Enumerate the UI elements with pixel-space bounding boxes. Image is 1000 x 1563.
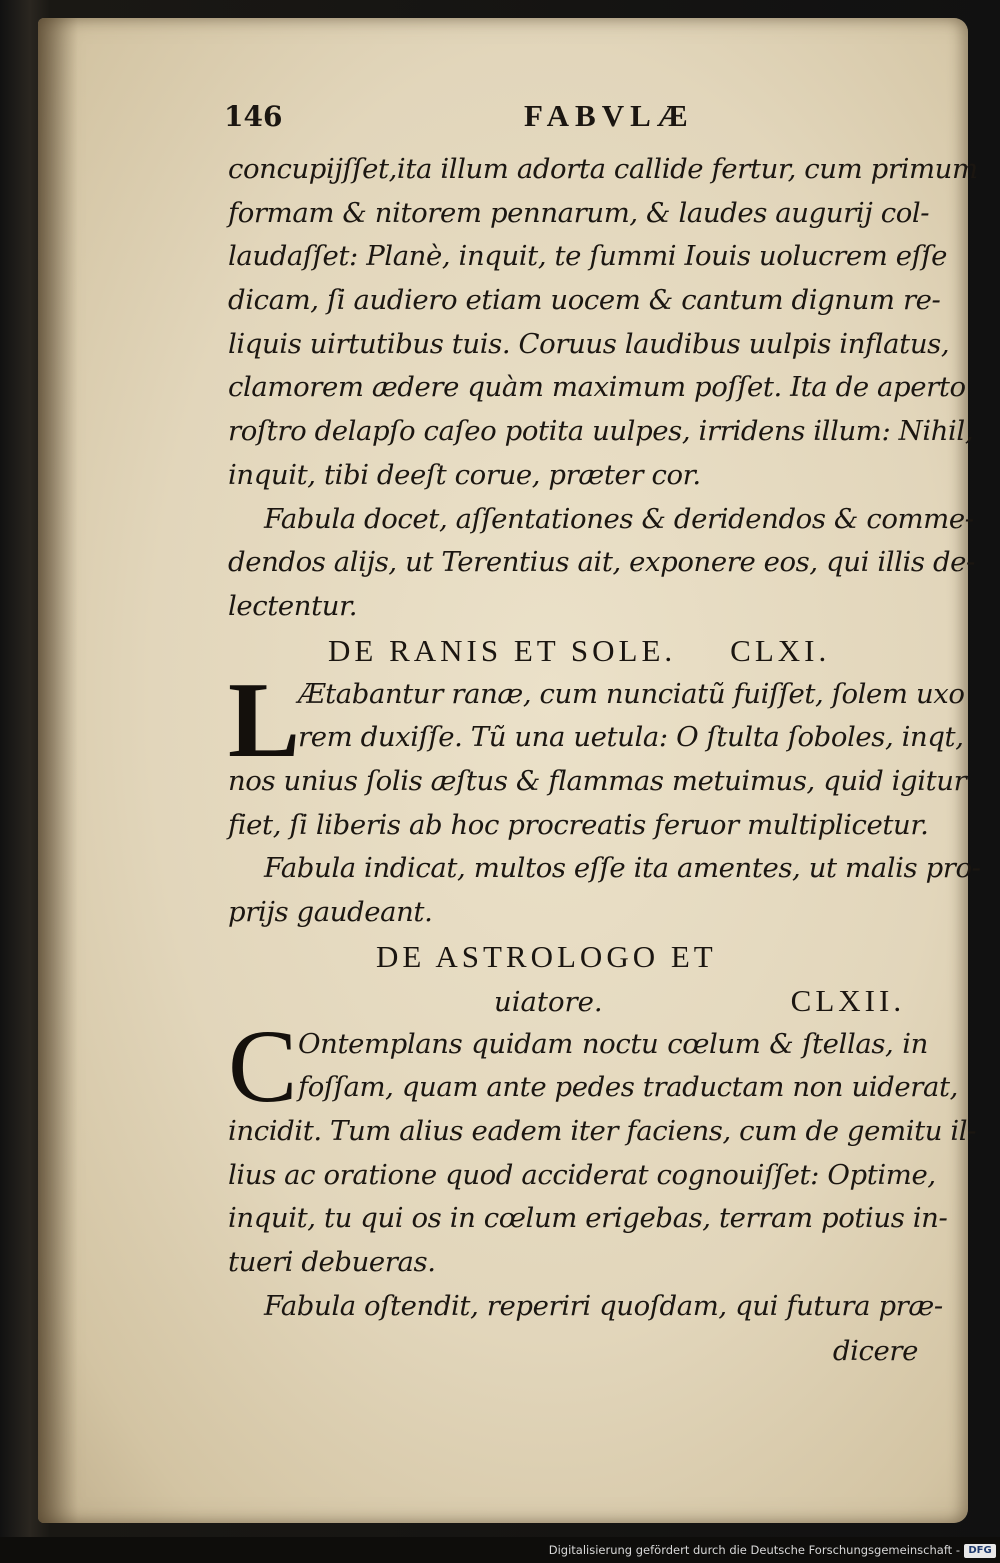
fable-astrologo-moral — [228, 1285, 943, 1373]
text-line: formam & nitorem pennarum, & laudes augurij col- — [228, 196, 930, 229]
drop-cap: L — [228, 660, 300, 780]
fable-title-ranis — [228, 629, 928, 673]
footer-bar — [0, 1537, 1000, 1563]
fable-end-body — [228, 148, 978, 498]
fable-ranis-body — [228, 660, 967, 848]
running-head: FABVLÆ — [524, 98, 694, 133]
moral-line: Fabula oſtendit, reperiri quoſdam, qui futura præ- — [264, 1289, 943, 1322]
fable-title-text: DE RANIS ET SOLE. — [328, 632, 677, 668]
text-line: lius ac oratione quod acciderat cognouiſſet: Optime, — [228, 1158, 936, 1191]
drop-cap: C — [228, 1008, 297, 1124]
moral-line: Fabula docet, aſſentationes & deridendos & comme- — [264, 502, 974, 535]
text-line: liquis uirtutibus tuis. Coruus laudibus uulpis inflatus, — [228, 327, 950, 360]
fable-title-astrologo-cont — [228, 979, 928, 1023]
fable-title-text: uiatore. — [494, 985, 603, 1018]
dfg-logo: DFG — [964, 1544, 996, 1558]
text-line: dicam, ſi audiero etiam uocem & cantum dignum re- — [228, 284, 941, 317]
fable-number: CLXI. — [730, 632, 831, 668]
fable-astrologo-body — [228, 1008, 977, 1285]
text-line: fiet, ſi liberis ab hoc procreatis feruor multiplicetur. — [228, 808, 929, 841]
fable-number: CLXII. — [790, 982, 906, 1018]
text-line: nos unius ſolis æſtus & flammas metuimus, quid igitur — [228, 764, 967, 797]
text-line: Ontemplans quidam noctu cœlum & ſtellas, in — [298, 1027, 928, 1060]
text-line: laudaſſet: Planè, inquit, te ſummi Iouis uolucrem eſſe — [228, 240, 948, 273]
text-line: rem duxiſſe. Tũ una uetula: O ſtulta ſoboles, inqt, — [298, 721, 964, 754]
catchword: dicere — [832, 1334, 918, 1367]
text-line: tueri debueras. — [228, 1246, 436, 1279]
moral-line: prijs gaudeant. — [228, 896, 433, 928]
text-line: inquit, tibi deeſt corue, præter cor. — [228, 458, 701, 491]
page-text — [224, 96, 981, 1373]
funding-credit: Digitalisierung gefördert durch die Deutsche Forschungsgemeinschaft - — [548, 1543, 960, 1557]
text-line: inquit, tu qui os in cœlum erigebas, terram potius in- — [228, 1202, 948, 1235]
text-line: Ætabantur ranæ, cum nunciatũ fuiſſet, ſolem uxo — [298, 677, 965, 710]
page-gutter-shadow — [38, 18, 78, 1523]
fable-ranis-moral — [228, 847, 981, 934]
moral-line: lectentur. — [228, 589, 358, 622]
moral-line: Fabula indicat, multos eſſe ita amentes, ut malis pro- — [264, 852, 981, 885]
page-number: 146 — [224, 100, 283, 133]
text-line: foſſam, quam ante pedes traductam non uiderat, — [298, 1071, 958, 1104]
moral-line: dendos alijs, ut Terentius ait, exponere eos, qui illis de- — [228, 546, 975, 579]
fable-title-astrologo: DE ASTROLOGO ET — [376, 938, 717, 974]
text-line: concupijſſet,ita illum adorta callide fertur, cum primum — [228, 153, 978, 185]
fable-end-moral — [228, 498, 975, 629]
text-line: roſtro delapſo caſeo potita uulpes, irridens illum: Nihil, — [228, 415, 974, 448]
page-header — [224, 96, 928, 148]
text-line: clamorem ædere quàm maximum poſſet. Ita de aperto — [228, 371, 966, 404]
text-line: incidit. Tum alius eadem iter faciens, cum de gemitu il- — [228, 1115, 977, 1148]
